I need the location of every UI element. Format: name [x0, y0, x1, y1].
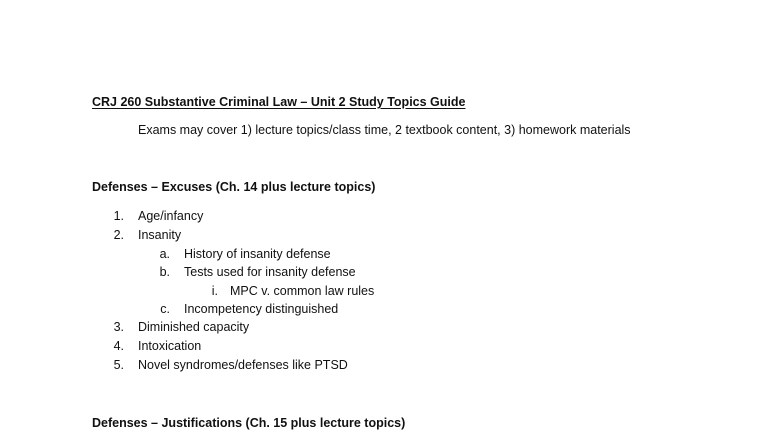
list-item: Age/infancy: [138, 209, 204, 223]
list-item-number: 2.: [113, 228, 124, 242]
section-heading-excuses: Defenses – Excuses (Ch. 14 plus lecture topics): [92, 180, 376, 194]
list-item-number: 5.: [113, 358, 124, 372]
list-item: Diminished capacity: [138, 320, 250, 334]
sub-sub-item: MPC v. common law rules: [230, 284, 375, 298]
sub-sub-item-numeral: i.: [211, 284, 218, 298]
document-title: CRJ 260 Substantive Criminal Law – Unit 2 Study Topics Guide: [92, 95, 466, 109]
sub-item: Tests used for insanity defense: [184, 265, 356, 279]
list-item: Novel syndromes/defenses like PTSD: [138, 358, 348, 372]
intro-text: Exams may cover 1) lecture topics/class time, 2 textbook content, 3) homework materials: [138, 123, 631, 137]
list-item-number: 1.: [113, 209, 124, 223]
sub-item-letter: a.: [159, 247, 170, 261]
list-item: Intoxication: [138, 339, 202, 353]
section-heading-justifications: Defenses – Justifications (Ch. 15 plus lecture topics): [92, 416, 406, 430]
sub-item-letter: c.: [160, 302, 170, 316]
list-item: Insanity: [138, 228, 182, 242]
list-item-number: 4.: [113, 339, 124, 353]
sub-item: Incompetency distinguished: [184, 302, 339, 316]
sub-item: History of insanity defense: [184, 247, 331, 261]
sub-item-letter: b.: [159, 265, 170, 279]
list-item-number: 3.: [113, 320, 124, 334]
